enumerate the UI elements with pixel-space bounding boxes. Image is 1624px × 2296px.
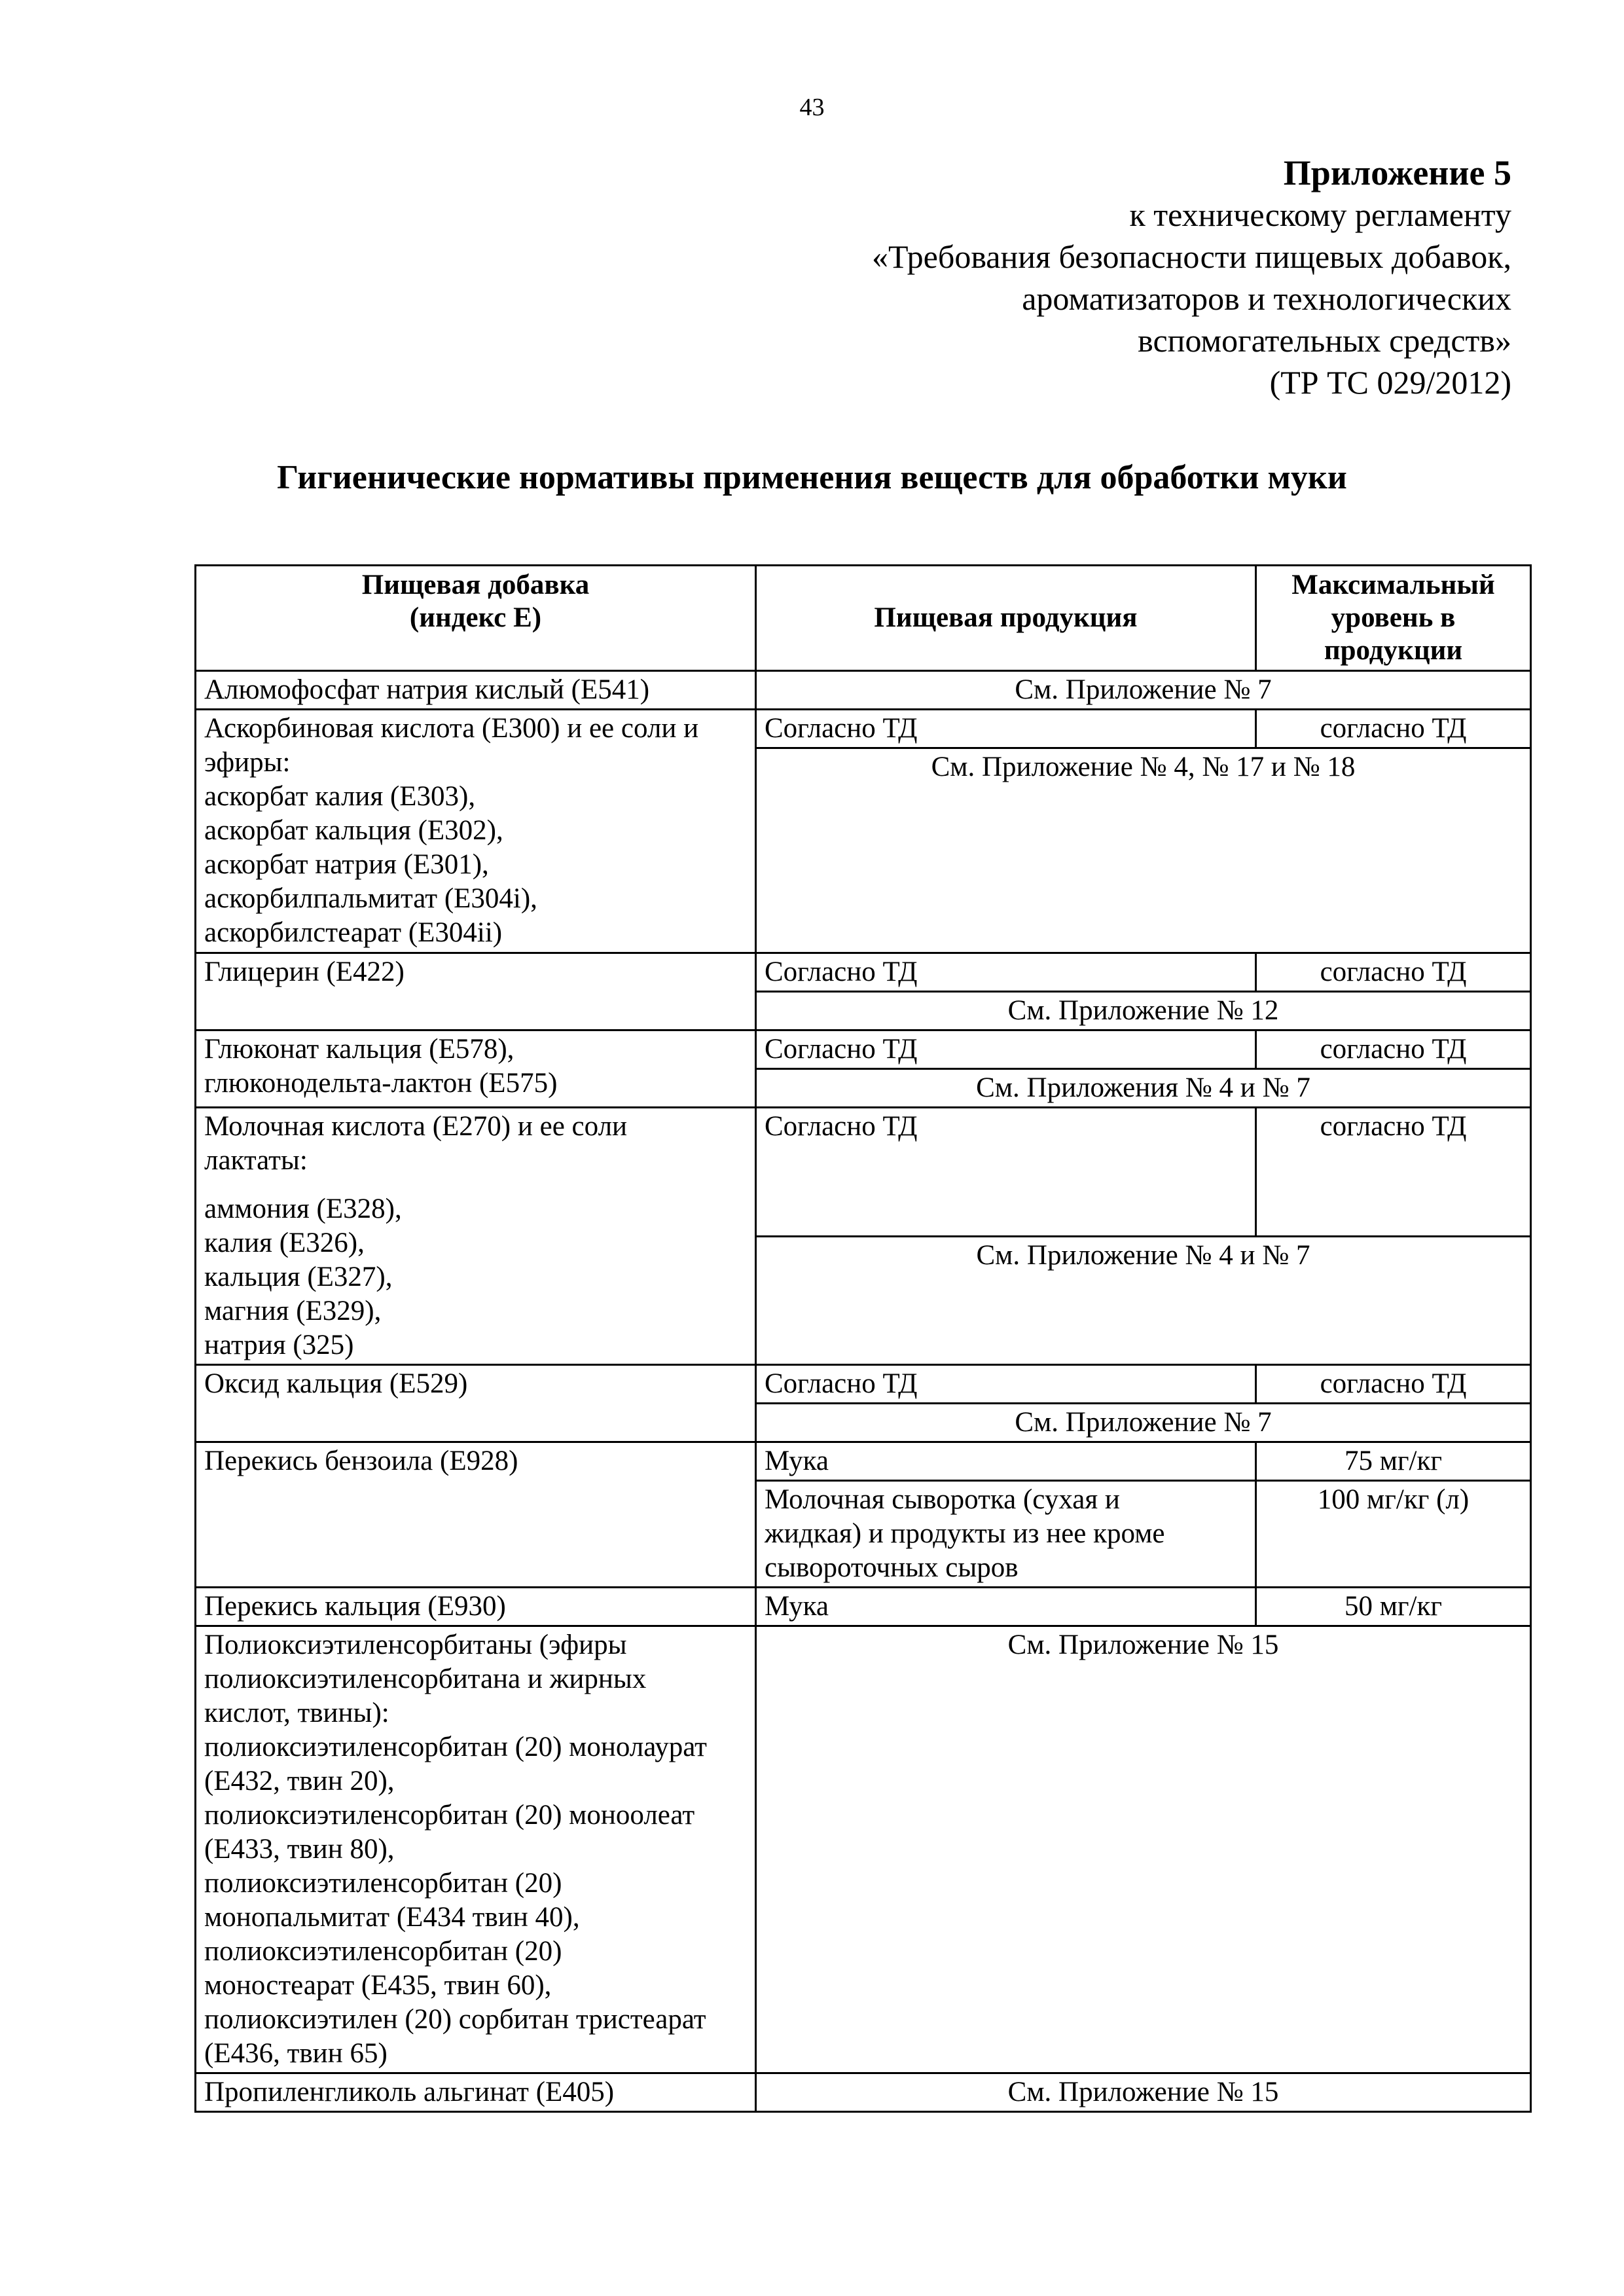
additive-line: магния (E329),: [204, 1296, 382, 1326]
additive-line: полиоксиэтиленсорбитан (20): [204, 1936, 562, 1967]
table-row: [196, 1442, 1531, 1481]
product-cell: Согласно ТД: [756, 1365, 1256, 1404]
level-cell: 75 мг/кг: [1256, 1442, 1531, 1481]
document-title: Гигиенические нормативы применения веществ для обработки муки: [277, 459, 1347, 496]
additive-line: аскорбат кальция (E302),: [204, 815, 503, 846]
additive-line: полиоксиэтиленсорбитан (20) моноолеат: [204, 1800, 695, 1831]
product-cell: Мука: [756, 1588, 1256, 1626]
additive-cell: Пропиленгликоль альгинат (E405): [196, 2073, 756, 2112]
table-row: [196, 953, 1531, 992]
additive-line: полиоксиэтиленсорбитана и жирных: [204, 1664, 647, 1694]
additive-line: Аскорбиновая кислота (E300) и ее соли и: [204, 713, 699, 744]
appendix-line: вспомогательных средств»: [1138, 322, 1511, 359]
level-cell: согласно ТД: [1256, 1108, 1531, 1237]
additive-line: калия (E326),: [204, 1228, 365, 1258]
additive-cell: Алюмофосфат натрия кислый (E541): [196, 671, 756, 710]
table-row: [196, 671, 1531, 710]
reference-cell: См. Приложение № 15: [756, 2073, 1531, 2112]
additive-cell: Глицерин (E422): [196, 953, 756, 1030]
table-row: [196, 1365, 1531, 1404]
additive-line: монопальмитат (E434 твин 40),: [204, 1902, 580, 1933]
product-line: Молочная сыворотка (сухая и: [765, 1484, 1120, 1515]
level-cell: согласно ТД: [1256, 953, 1531, 992]
reference-cell: См. Приложение № 12: [756, 992, 1531, 1030]
reference-cell: См. Приложение № 15: [756, 1626, 1531, 2073]
table-row: [196, 710, 1531, 748]
table-row: [196, 1108, 1531, 1237]
product-cell: Согласно ТД: [756, 953, 1256, 992]
additive-line: Полиоксиэтиленсорбитаны (эфиры: [204, 1630, 627, 1660]
table-row: [196, 1626, 1531, 2073]
additive-cell: Перекись бензоила (E928): [196, 1442, 756, 1588]
product-line: сывороточных сыров: [765, 1552, 1019, 1583]
header-max-level: [1256, 566, 1531, 671]
appendix-line: (ТР ТС 029/2012): [1269, 364, 1511, 401]
additive-cell: [196, 710, 756, 953]
additive-line: аммония (E328),: [204, 1194, 402, 1224]
additive-line: кислот, твины):: [204, 1698, 389, 1728]
table-header-row: [196, 566, 1531, 671]
table-row: [196, 2073, 1531, 2112]
additive-line: аскорбилпальмитат (E304i),: [204, 883, 537, 914]
product-cell: Согласно ТД: [756, 710, 1256, 748]
product-cell: Согласно ТД: [756, 1108, 1256, 1237]
header-level-line: уровень в: [1331, 602, 1456, 633]
header-level-line: продукции: [1324, 635, 1463, 666]
additive-line: аскорбат натрия (E301),: [204, 849, 489, 880]
additive-line: лактаты:: [204, 1145, 308, 1176]
level-cell: согласно ТД: [1256, 1030, 1531, 1069]
reference-cell: См. Приложение № 4, № 17 и № 18: [756, 748, 1531, 953]
reference-cell: См. Приложение № 4 и № 7: [756, 1236, 1531, 1365]
additive-line: (E432, твин 20),: [204, 1766, 395, 1796]
product-cell: [756, 1481, 1256, 1588]
additive-line: глюконодельта-лактон (E575): [204, 1068, 558, 1099]
header-additive-line: Пищевая добавка: [361, 570, 590, 600]
page-number: 43: [799, 94, 825, 121]
header-product: Пищевая продукция: [756, 566, 1256, 671]
reference-cell: См. Приложение № 7: [756, 671, 1531, 710]
additive-cell: [196, 1030, 756, 1108]
additive-line: аскорбилстеарат (E304ii): [204, 917, 503, 948]
additive-line: (E436, твин 65): [204, 2038, 388, 2069]
appendix-title: Приложение 5: [1283, 153, 1511, 192]
additive-line: эфиры:: [204, 747, 291, 778]
additive-cell: [196, 1626, 756, 2073]
additive-line: кальция (E327),: [204, 1262, 393, 1292]
header-level-line: Максимальный: [1291, 570, 1495, 600]
additive-line: полиоксиэтилен (20) сорбитан тристеарат: [204, 2004, 706, 2035]
additive-line: Молочная кислота (E270) и ее соли: [204, 1111, 628, 1142]
level-cell: 100 мг/кг (л): [1256, 1481, 1531, 1588]
additive-cell: Оксид кальция (E529): [196, 1365, 756, 1442]
additive-line: натрия (325): [204, 1330, 354, 1360]
product-cell: Согласно ТД: [756, 1030, 1256, 1069]
appendix-line: «Требования безопасности пищевых добавок,: [872, 238, 1511, 275]
level-cell: согласно ТД: [1256, 1365, 1531, 1404]
appendix-line: ароматизаторов и технологических: [1022, 280, 1511, 317]
level-cell: 50 мг/кг: [1256, 1588, 1531, 1626]
header-additive: [196, 566, 756, 671]
additive-cell: [196, 1108, 756, 1365]
level-cell: согласно ТД: [1256, 710, 1531, 748]
additive-line: аскорбат калия (E303),: [204, 781, 476, 812]
appendix-line: к техническому регламенту: [1129, 196, 1511, 233]
additive-line: моностеарат (E435, твин 60),: [204, 1970, 552, 2001]
additive-line: полиоксиэтиленсорбитан (20) монолаурат: [204, 1732, 707, 1762]
additive-line: полиоксиэтиленсорбитан (20): [204, 1868, 562, 1899]
reference-cell: См. Приложения № 4 и № 7: [756, 1069, 1531, 1108]
norms-table: [194, 564, 1532, 2113]
appendix-heading: [872, 152, 1511, 403]
additive-line: (E433, твин 80),: [204, 1834, 395, 1865]
table-row: [196, 1588, 1531, 1626]
additive-line: Глюконат кальция (E578),: [204, 1034, 514, 1065]
additive-cell: Перекись кальция (E930): [196, 1588, 756, 1626]
header-additive-line: (индекс Е): [409, 602, 542, 633]
reference-cell: См. Приложение № 7: [756, 1404, 1531, 1442]
product-line: жидкая) и продукты из нее кроме: [765, 1518, 1165, 1549]
table-row: [196, 1030, 1531, 1069]
product-cell: Мука: [756, 1442, 1256, 1481]
